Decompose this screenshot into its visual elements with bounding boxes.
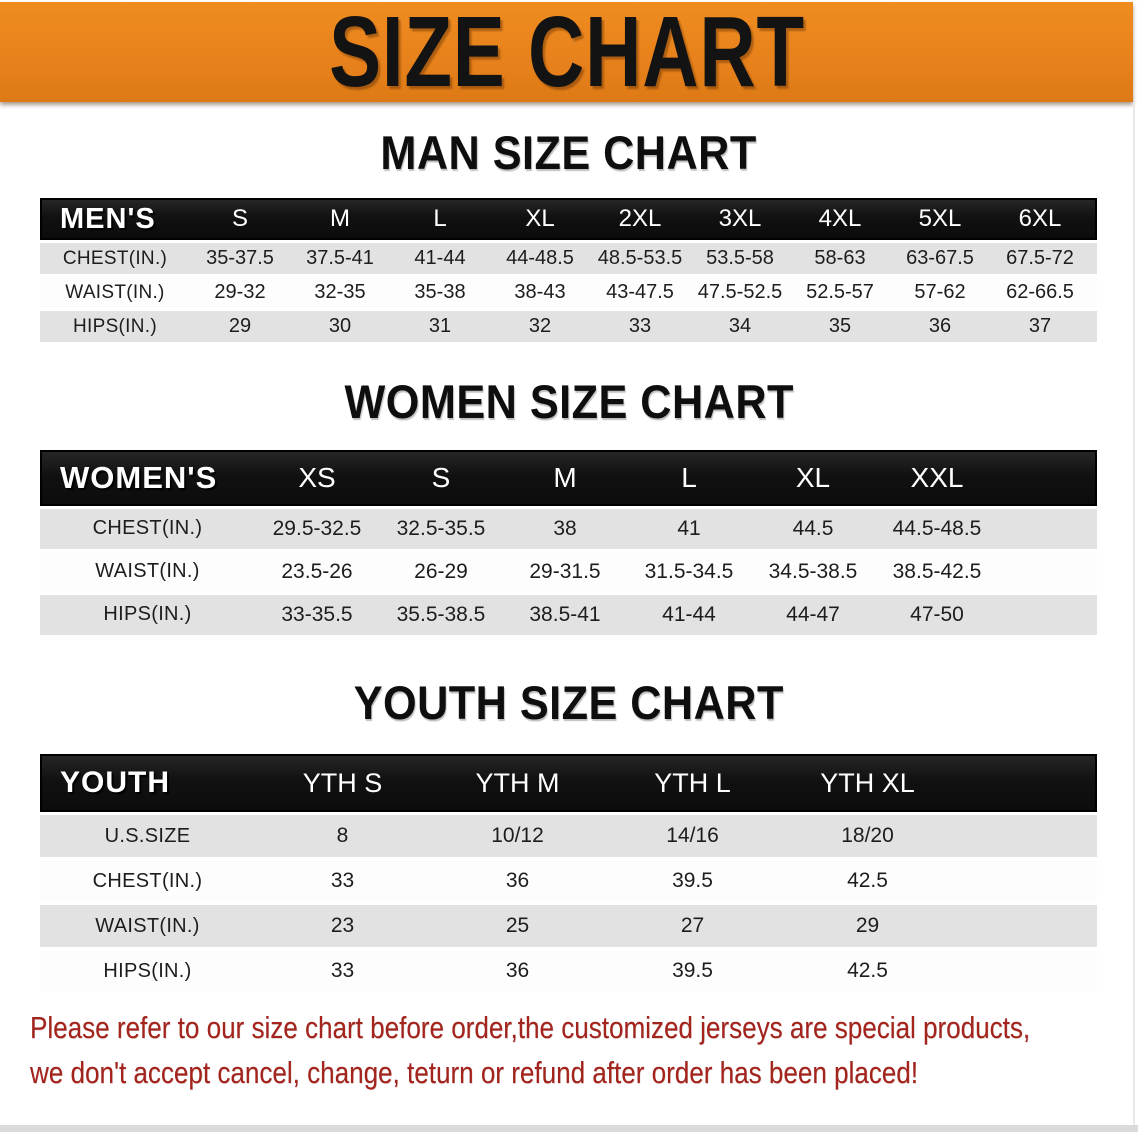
size-value: 44-47 <box>751 595 875 635</box>
size-value: 44.5-48.5 <box>875 509 999 549</box>
size-value: 18/20 <box>780 815 955 857</box>
size-value: 53.5-58 <box>690 243 790 274</box>
header-filler <box>999 450 1097 506</box>
section-heading <box>0 675 1138 729</box>
size-column-header: 4XL <box>790 198 890 240</box>
row-filler <box>1090 311 1097 342</box>
size-value: 8 <box>255 815 430 857</box>
size-value: 38 <box>503 509 627 549</box>
size-value: 44-48.5 <box>490 243 590 274</box>
section-heading <box>0 128 1138 177</box>
size-value: 39.5 <box>605 860 780 902</box>
table-corner-label-men: MEN'S <box>40 198 190 240</box>
size-value: 30 <box>290 311 390 342</box>
measurement-row <box>40 860 1097 902</box>
size-column-header: L <box>390 198 490 240</box>
table-header-bar <box>40 450 1097 506</box>
size-value: 23 <box>255 905 430 947</box>
size-value: 33-35.5 <box>255 595 379 635</box>
size-column-header: 5XL <box>890 198 990 240</box>
size-value: 38.5-41 <box>503 595 627 635</box>
heading-women: WOMEN SIZE CHART <box>344 375 794 429</box>
disclaimer-line-2: we don't accept cancel, change, teturn or refund after order has been placed! <box>30 1055 919 1091</box>
size-column-header: XS <box>255 450 379 506</box>
size-value: 27 <box>605 905 780 947</box>
size-column-header: XL <box>490 198 590 240</box>
size-chart-sections <box>0 128 1138 995</box>
size-value: 29.5-32.5 <box>255 509 379 549</box>
size-column-header: M <box>503 450 627 506</box>
banner <box>0 0 1133 108</box>
row-label: U.S.SIZE <box>40 815 255 857</box>
row-label: HIPS(IN.) <box>40 950 255 992</box>
row-filler <box>955 950 1097 992</box>
size-value: 26-29 <box>379 552 503 592</box>
size-column-header: XXL <box>875 450 999 506</box>
row-filler <box>955 860 1097 902</box>
size-value: 32-35 <box>290 277 390 308</box>
size-value: 39.5 <box>605 950 780 992</box>
size-value: 23.5-26 <box>255 552 379 592</box>
size-table-men <box>40 195 1097 345</box>
size-value: 33 <box>590 311 690 342</box>
size-value: 35-37.5 <box>190 243 290 274</box>
size-column-header: L <box>627 450 751 506</box>
size-value: 34 <box>690 311 790 342</box>
size-value: 35-38 <box>390 277 490 308</box>
row-filler <box>955 905 1097 947</box>
size-value: 35.5-38.5 <box>379 595 503 635</box>
size-value: 29-31.5 <box>503 552 627 592</box>
row-label: CHEST(IN.) <box>40 243 190 274</box>
measurement-row <box>40 552 1097 592</box>
size-value: 14/16 <box>605 815 780 857</box>
row-filler <box>955 815 1097 857</box>
size-value: 36 <box>430 950 605 992</box>
size-value: 41-44 <box>627 595 751 635</box>
size-value: 33 <box>255 860 430 902</box>
size-value: 10/12 <box>430 815 605 857</box>
row-filler <box>1090 277 1097 308</box>
disclaimer-line-1: Please refer to our size chart before order,the customized jerseys are special products, <box>30 1010 1031 1046</box>
measurement-row <box>40 243 1097 274</box>
size-value: 31 <box>390 311 490 342</box>
table-corner-label-youth: YOUTH <box>40 754 255 812</box>
size-value: 41-44 <box>390 243 490 274</box>
size-column-header: YTH XL <box>780 754 955 812</box>
banner-title: SIZE CHART <box>328 0 805 108</box>
size-value: 41 <box>627 509 751 549</box>
measurement-row <box>40 509 1097 549</box>
size-value: 38-43 <box>490 277 590 308</box>
header-filler <box>1090 198 1097 240</box>
row-label: WAIST(IN.) <box>40 277 190 308</box>
size-value: 48.5-53.5 <box>590 243 690 274</box>
size-table-women <box>40 447 1097 638</box>
size-value: 44.5 <box>751 509 875 549</box>
size-value: 63-67.5 <box>890 243 990 274</box>
row-filler <box>1090 243 1097 274</box>
row-label: WAIST(IN.) <box>40 905 255 947</box>
size-column-header: 3XL <box>690 198 790 240</box>
measurement-row <box>40 815 1097 857</box>
size-column-header: YTH S <box>255 754 430 812</box>
size-value: 43-47.5 <box>590 277 690 308</box>
size-value: 29 <box>190 311 290 342</box>
size-value: 37 <box>990 311 1090 342</box>
row-filler <box>999 552 1097 592</box>
table-header-bar <box>40 754 1097 812</box>
table-corner-label-women: WOMEN'S <box>40 450 255 506</box>
size-value: 37.5-41 <box>290 243 390 274</box>
row-filler <box>999 509 1097 549</box>
header-filler <box>955 754 1097 812</box>
size-value: 32 <box>490 311 590 342</box>
size-table-youth <box>40 751 1097 995</box>
size-value: 34.5-38.5 <box>751 552 875 592</box>
section-men <box>0 128 1138 345</box>
section-youth <box>0 675 1138 995</box>
size-value: 67.5-72 <box>990 243 1090 274</box>
size-column-header: YTH M <box>430 754 605 812</box>
size-value: 47-50 <box>875 595 999 635</box>
row-label: HIPS(IN.) <box>40 595 255 635</box>
row-label: HIPS(IN.) <box>40 311 190 342</box>
size-value: 31.5-34.5 <box>627 552 751 592</box>
size-column-header: XL <box>751 450 875 506</box>
photo-bottom-edge <box>0 1125 1138 1132</box>
table-header-bar <box>40 198 1097 240</box>
size-value: 47.5-52.5 <box>690 277 790 308</box>
row-label: CHEST(IN.) <box>40 860 255 902</box>
row-label: WAIST(IN.) <box>40 552 255 592</box>
size-value: 29-32 <box>190 277 290 308</box>
measurement-row <box>40 595 1097 635</box>
size-value: 62-66.5 <box>990 277 1090 308</box>
row-label: CHEST(IN.) <box>40 509 255 549</box>
size-value: 58-63 <box>790 243 890 274</box>
size-value: 33 <box>255 950 430 992</box>
size-column-header: M <box>290 198 390 240</box>
size-column-header: S <box>190 198 290 240</box>
size-value: 52.5-57 <box>790 277 890 308</box>
size-value: 42.5 <box>780 860 955 902</box>
measurement-row <box>40 950 1097 992</box>
size-value: 36 <box>430 860 605 902</box>
size-column-header: 2XL <box>590 198 690 240</box>
heading-men: MAN SIZE CHART <box>380 126 758 179</box>
section-heading <box>0 375 1138 429</box>
size-value: 25 <box>430 905 605 947</box>
measurement-row <box>40 311 1097 342</box>
size-value: 35 <box>790 311 890 342</box>
photo-right-edge <box>1133 104 1135 1125</box>
size-column-header: YTH L <box>605 754 780 812</box>
size-value: 36 <box>890 311 990 342</box>
size-value: 57-62 <box>890 277 990 308</box>
measurement-row <box>40 905 1097 947</box>
size-value: 42.5 <box>780 950 955 992</box>
size-value: 38.5-42.5 <box>875 552 999 592</box>
section-women <box>0 377 1138 637</box>
measurement-row <box>40 277 1097 308</box>
row-filler <box>999 595 1097 635</box>
size-value: 32.5-35.5 <box>379 509 503 549</box>
size-column-header: 6XL <box>990 198 1090 240</box>
size-value: 29 <box>780 905 955 947</box>
disclaimer <box>30 1005 1138 1095</box>
size-column-header: S <box>379 450 503 506</box>
heading-youth: YOUTH SIZE CHART <box>353 675 785 729</box>
